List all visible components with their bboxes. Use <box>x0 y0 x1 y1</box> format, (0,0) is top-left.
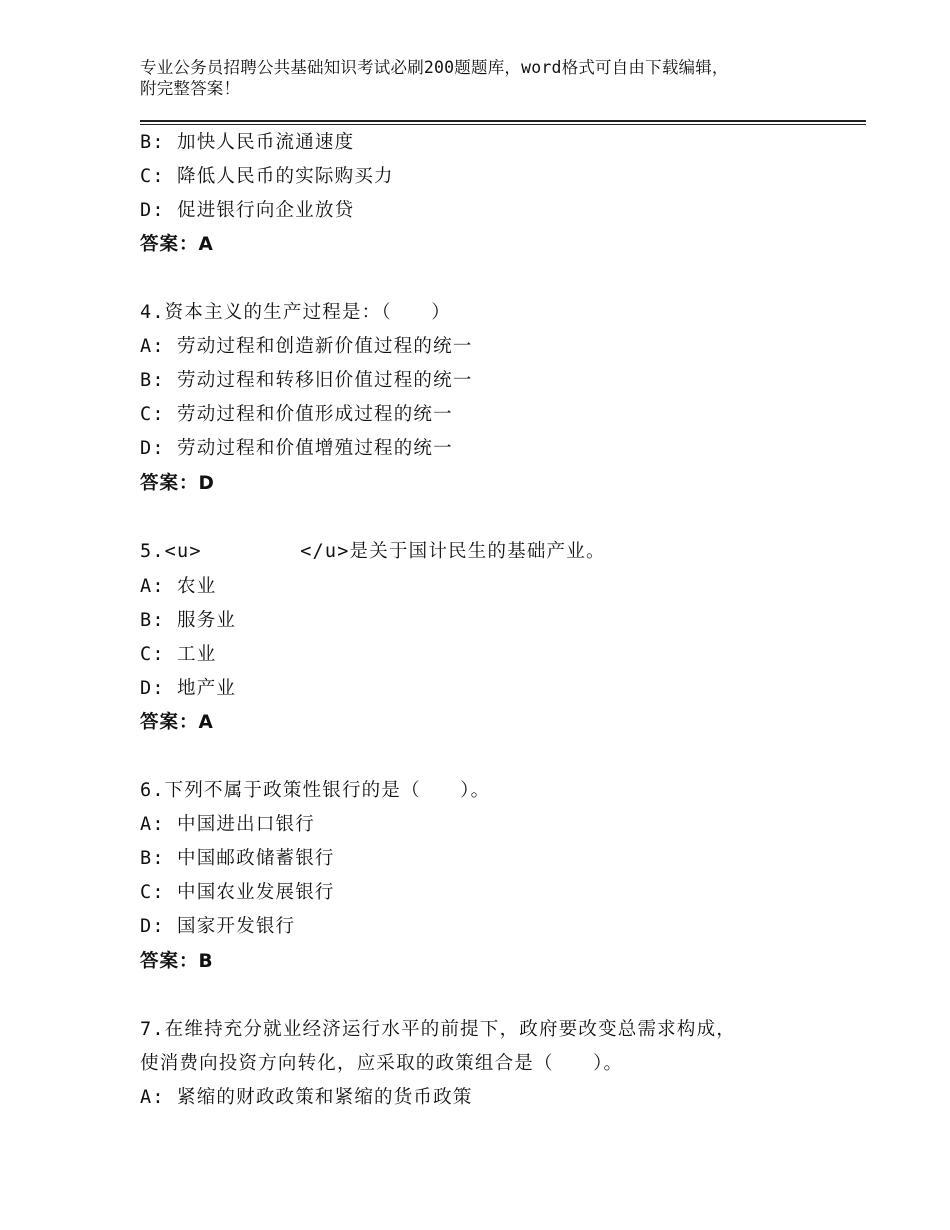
option-c: C: 降低人民币的实际购买力 <box>140 166 394 187</box>
option-c: C: 劳动过程和价值形成过程的统一 <box>140 404 453 425</box>
option-c: C: 中国农业发展银行 <box>140 882 335 903</box>
option-a: A: 紧缩的财政政策和紧缩的货币政策 <box>140 1087 473 1108</box>
option-b: B: 中国邮政储蓄银行 <box>140 848 335 869</box>
option-a: A: 劳动过程和创造新价值过程的统一 <box>140 336 473 357</box>
option-a: A: 中国进出口银行 <box>140 814 315 835</box>
header-line-1: 专业公务员招聘公共基础知识考试必刷200题题库，word格式可自由下载编辑， <box>140 58 729 77</box>
answer: 答案：A <box>140 712 214 733</box>
option-d: D: 促进银行向企业放贷 <box>140 200 355 221</box>
answer: 答案：B <box>140 951 214 972</box>
option-b: B: 劳动过程和转移旧价值过程的统一 <box>140 370 473 391</box>
header-rule-thick <box>140 120 866 122</box>
question-7-continued: 使消费向投资方向转化，应采取的政策组合是（ ）。 <box>140 1053 624 1074</box>
answer: 答案：D <box>140 473 215 494</box>
question-4: 4.资本主义的生产过程是：（ ） <box>140 302 451 323</box>
option-b: B: 服务业 <box>140 610 237 631</box>
answer: 答案：A <box>140 234 214 255</box>
option-d: D: 地产业 <box>140 678 237 699</box>
option-d: D: 劳动过程和价值增殖过程的统一 <box>140 438 453 459</box>
option-b: B: 加快人民币流通速度 <box>140 132 355 153</box>
header-line-2: 附完整答案！ <box>140 79 241 98</box>
option-a: A: 农业 <box>140 576 217 597</box>
option-c: C: 工业 <box>140 644 217 665</box>
page-header <box>140 57 860 99</box>
question-6: 6.下列不属于政策性银行的是（ ）。 <box>140 780 491 801</box>
option-d: D: 国家开发银行 <box>140 916 296 937</box>
question-5: 5.<u> </u>是关于国计民生的基础产业。 <box>140 541 606 562</box>
question-7: 7.在维持充分就业经济运行水平的前提下，政府要改变总需求构成， <box>140 1019 736 1040</box>
header-rule-thin <box>140 124 866 125</box>
